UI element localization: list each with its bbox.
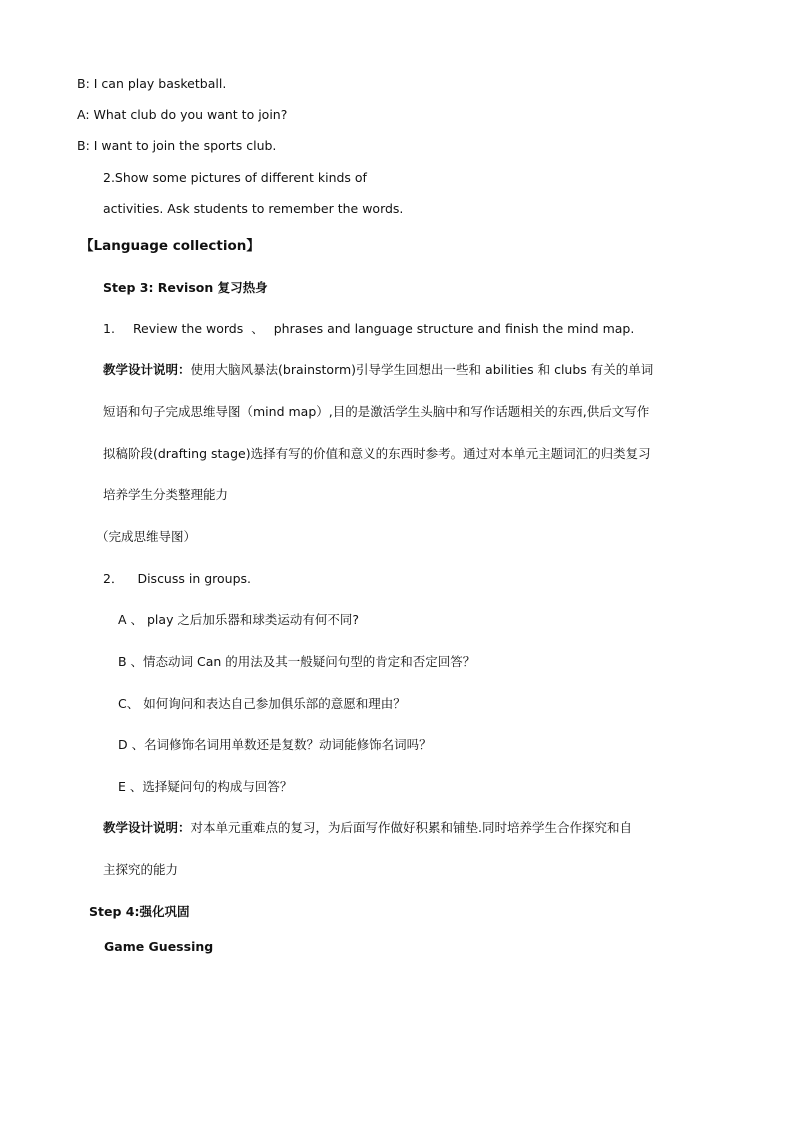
- game-guessing: Game Guessing: [104, 939, 214, 954]
- question-c: C、 如何询问和表达自己参加俱乐部的意愿和理由？: [118, 696, 406, 711]
- design-note-line-3: 拟稿阶段(drafting stage)选择有写的价值和意义的东西时参考。通过对本单元主题词汇的归类复习: [103, 446, 651, 461]
- design-note-line-2: 短语和句子完成思维导图（mind map）,目的是激活学生头脑中和写作话题相关的东西,供后文写作: [103, 404, 650, 419]
- item1-separator: 、: [251, 321, 264, 336]
- question-a: A 、 play 之后加乐器和球类运动有何不同?: [118, 612, 360, 627]
- design-note-line-4: 培养学生分类整理能力: [103, 487, 229, 502]
- activity-line-2: activities. Ask students to remember the words.: [103, 201, 404, 216]
- item2-text: Discuss in groups.: [137, 571, 252, 586]
- dialogue-line-2: A: What club do you want to join?: [77, 107, 288, 122]
- step4-title: Step 4:强化巩固: [89, 904, 190, 919]
- item1-text-a: Review the words: [132, 321, 244, 336]
- step3-title: Step 3: Revison 复习热身: [103, 280, 268, 295]
- step3-item-1: [103, 321, 634, 337]
- design-note-text-1: 使用大脑风暴法(brainstorm)引导学生回想出一些和 abilities 和 clubs 有关的单词: [190, 362, 654, 377]
- design-note-label: 教学设计说明：: [103, 362, 191, 377]
- design-note2-text-1: 对本单元重难点的复习，为后面写作做好积累和铺垫.同时培养学生合作探究和自: [190, 820, 632, 835]
- question-e: E 、选择疑问句的构成与回答？: [118, 779, 293, 794]
- dialogue-line-1: B: I can play basketball.: [77, 76, 227, 91]
- design-note2-line-2: 主探究的能力: [103, 862, 179, 877]
- design-note2-label: 教学设计说明：: [103, 820, 191, 835]
- dialogue-line-3: B: I want to join the sports club.: [77, 138, 277, 153]
- item2-number: 2．: [103, 571, 124, 586]
- question-d: D 、名词修饰名词用单数还是复数？动词能修饰名词吗？: [118, 737, 432, 752]
- item1-text-b: phrases and language structure and finish the mind map.: [273, 321, 635, 336]
- mindmap-note: （完成思维导图）: [96, 529, 197, 544]
- question-b: B 、情态动词 Can 的用法及其一般疑问句型的肯定和否定回答？: [118, 654, 476, 669]
- design-note-line-1: [103, 362, 653, 378]
- step3-item-2: [103, 571, 251, 587]
- section-title: 【Language collection】: [80, 238, 260, 254]
- activity-line-1: 2.Show some pictures of different kinds of: [103, 170, 367, 185]
- design-note2-line-1: [103, 820, 632, 836]
- item1-number: 1.: [103, 321, 115, 336]
